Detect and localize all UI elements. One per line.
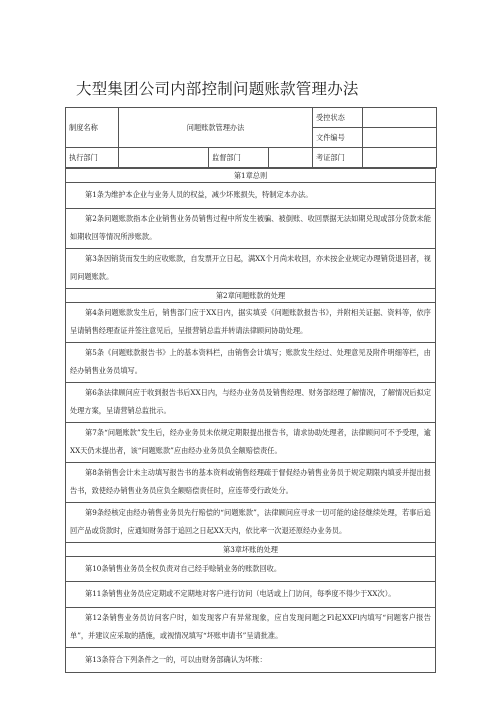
paragraph: 第2条问题账款指本企业销售业务员销售过程中所发生被骗、被倒账、收回票据无法如期兑现或部分货款未能如期收回等情况所涉账款。 <box>66 209 435 249</box>
paragraph: 第10条销售业务员全权负责对自己经手赊销业务的账款回收。 <box>66 557 435 583</box>
audit-dept-value <box>363 148 437 168</box>
paragraph: 第1条为维护本企业与业务人员的权益，减少坏账损失，特制定本办法。 <box>66 183 435 209</box>
paragraph: 第7条“问题账款”发生后，经办业务员未依规定期限提出报告书，请求协助处理者，法律顾问可不予受理，逾XX天仍未提出者，该“问题账款”应由经办业务员负全额赔偿责任。 <box>66 423 435 463</box>
doc-no-label: 文件编号 <box>313 128 363 148</box>
supervise-dept-label: 监督部门 <box>209 148 269 168</box>
system-name-value: 问题账款管理办法 <box>119 108 313 148</box>
chapter-heading: 第3章坏账的处理 <box>66 543 435 557</box>
doc-no-value <box>363 128 437 148</box>
paragraph: 第6条法律顾问应于收到报告书后XX日内，与经办业务员及销售经理、财务部经理了解情况，了解情况后拟定处理方案，呈请营销总监批示。 <box>66 383 435 423</box>
paragraph: 第11条销售业务员应定期或不定期地对客户进行访问（电话或上门访问，每季度不得少于XX次）。 <box>66 582 435 608</box>
document-body <box>65 107 436 673</box>
paragraph: 第5条《问题账款报告书》上的基本资料栏，由销售会计填写；账款发生经过、处理意见及附件明细等栏，由经办销售业务员填写。 <box>66 343 435 383</box>
chapters-box <box>65 168 436 673</box>
control-status-value <box>363 108 437 128</box>
paragraph: 第3条因销货而发生的应收账款，自发票开立日起，满XX个月尚未收回，亦未按企业规定办理销货退回者，视同问题账款。 <box>66 249 435 289</box>
paragraph: 第12条销售业务员访问客户时，如发现客户有异常现象，应自发现问题之Fl起XXFl内填写“问题客户报告单”，并建议应采取的措施，或视情况填写“坏账申请书”呈请批准。 <box>66 608 435 648</box>
chapter-heading: 第2章问题账款的处理 <box>66 289 435 303</box>
audit-dept-label: 考证部门 <box>313 148 363 168</box>
meta-table <box>65 107 437 168</box>
supervise-dept-value <box>269 148 313 168</box>
document-title: 大型集团公司内部控制问题账款管理办法 <box>76 80 359 98</box>
control-status-label: 受控状态 <box>313 108 363 128</box>
paragraph: 第4条问题账款发生后，销售部门应于XX日内，据实填妥《问题账款报告书》，并附相关证据、资料等，依序呈请销售经理查证并签注意见后，呈报营销总监并转请法律顾问协助处理。 <box>66 303 435 343</box>
paragraph: 第8条销售会计未主动填写报告书的基本资料或销售经理疏于督促经办销售业务员于规定期限内填妥并提出报告书，致使经办销售业务员应负全额赔偿责任时，应连带受行政处分。 <box>66 463 435 503</box>
chapter-heading: 第1章总则 <box>66 168 435 183</box>
exec-dept-label: 执行部门 <box>66 148 119 168</box>
exec-dept-value <box>119 148 209 168</box>
paragraph: 第9条经核定由经办销售业务员先行赔偿的“问题账款”，法律顾问应寻求一切可能的途径继续处理，若事后追回产品或货款时，应通知财务部于追回之日起XX天内，依比率一次退还原经办业务员。 <box>66 503 435 543</box>
paragraph: 第13条符合下列条件之一的，可以由财务部确认为坏账： <box>85 654 267 664</box>
system-name-label: 制度名称 <box>66 108 119 148</box>
